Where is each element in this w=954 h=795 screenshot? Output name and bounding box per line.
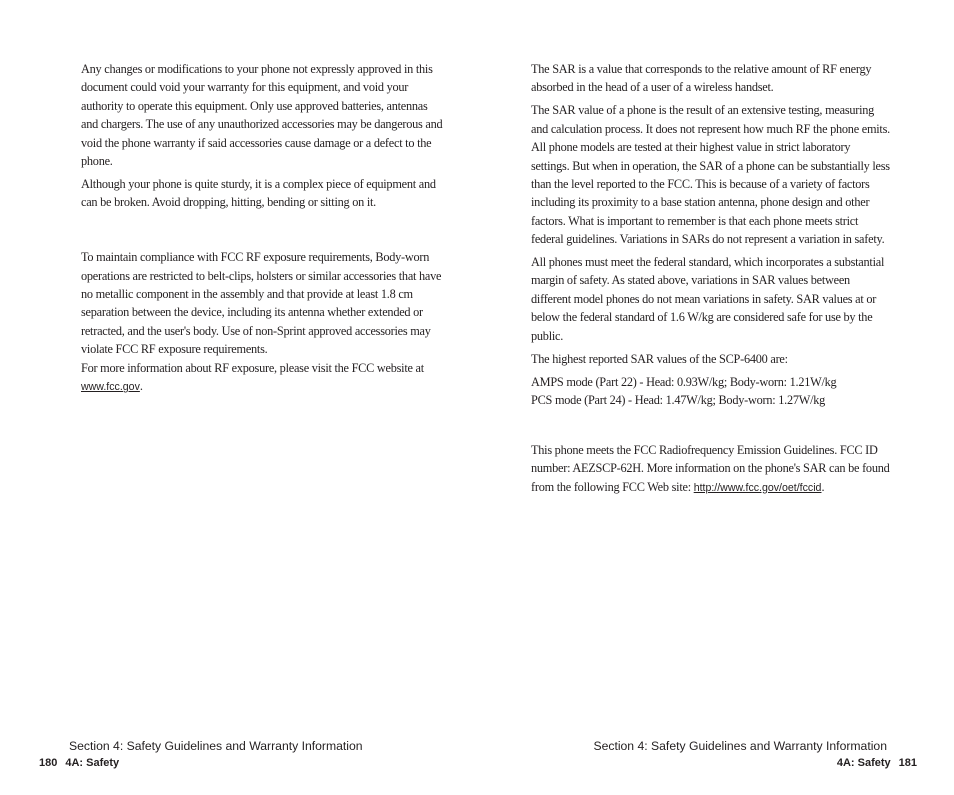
right-footer-section-title: Section 4: Safety Guidelines and Warranty Information (593, 739, 887, 753)
rf-info-period: . (139, 379, 143, 394)
sar-definition-paragraph: The SAR is a value that corresponds to the relative amount of RF energy absorbed in the head of a user of a wireless handset. (531, 62, 872, 95)
sar-testing-paragraph: The SAR value of a phone is the result of an extensive testing, measuring and calculation process. It does not represent how much RF the phone emits. All phone models are tested at their highest value in strict laboratory settings. But when in operation, the SAR of a phone can be substantially less than the level reported to the FCC. This is because of a variety of factors including its proximity to a base station antenna, phone design and other factors. What is important to remember is that each phone meets strict federal guidelines. Variations in SARs do not represent a variation in safety. (531, 103, 890, 247)
sar-pcs-line: PCS mode (Part 24) - Head: 1.47W/kg; Body-worn: 1.27W/kg (531, 392, 826, 407)
right-text-column (531, 60, 891, 502)
rf-info-paragraph (81, 359, 443, 397)
fcc-id-text: This phone meets the FCC Radiofrequency Emission Guidelines. FCC ID number: AEZSCP-62H. More information on the phone's SAR can be found from the following FCC Web site: (531, 442, 890, 494)
sar-values-block (531, 373, 891, 410)
right-footer-chapter: 4A: Safety (836, 757, 891, 769)
fcc-id-period: . (821, 479, 825, 494)
sturdiness-paragraph: Although your phone is quite sturdy, it is a complex piece of equipment and can be broken. Avoid dropping, hitting, bending or sitting on it. (81, 176, 436, 210)
highest-sar-intro: The highest reported SAR values of the SCP-6400 are: (531, 351, 788, 366)
left-text-column (81, 60, 443, 401)
federal-standard-paragraph: All phones must meet the federal standard, which incorporates a substantial margin of safety. As stated above, variations in SAR values between different model phones do not mean variations in safety. SAR values at or below the federal standard of 1.6 W/kg are considered safe for use by the public. (531, 255, 885, 343)
left-footer-page-label (39, 757, 119, 769)
right-footer-page-label (837, 757, 917, 769)
section-spacer (81, 216, 443, 248)
right-page-number: 181 (898, 757, 917, 769)
body-worn-compliance-paragraph: To maintain compliance with FCC RF exposure requirements, Body-worn operations are restricted to belt-clips, holsters or similar accessories that have no metallic component in the assembly and that provide at least 1.8 cm separation between the device, including its antenna whether extended or retracted, and the user's body. Use of non-Sprint approved accessories may violate FCC RF exposure requirements. (81, 250, 442, 357)
modifications-warning-paragraph: Any changes or modifications to your phone not expressly approved in this document could void your warranty for this equipment, and void your authority to operate this equipment. Only use approved batteries, antennas and chargers. The use of any unauthorized accessories may be dangerous and void the phone warranty if said accessories cause damage or a defect to the phone. (81, 62, 443, 169)
fcc-website-link[interactable]: www.fcc.gov (81, 381, 140, 394)
sar-amps-line: AMPS mode (Part 22) - Head: 0.93W/kg; Body-worn: 1.21W/kg (531, 374, 837, 389)
fcc-id-link[interactable]: http://www.fcc.gov/oet/fccid (693, 481, 822, 494)
section-spacer (531, 414, 891, 441)
right-page (477, 0, 954, 795)
fcc-id-paragraph (531, 441, 891, 497)
left-footer-chapter: 4A: Safety (65, 757, 120, 769)
left-page-number: 180 (39, 757, 58, 769)
rf-info-text: For more information about RF exposure, please visit the FCC website at (81, 360, 424, 375)
left-footer-section-title: Section 4: Safety Guidelines and Warranty Information (69, 739, 363, 753)
